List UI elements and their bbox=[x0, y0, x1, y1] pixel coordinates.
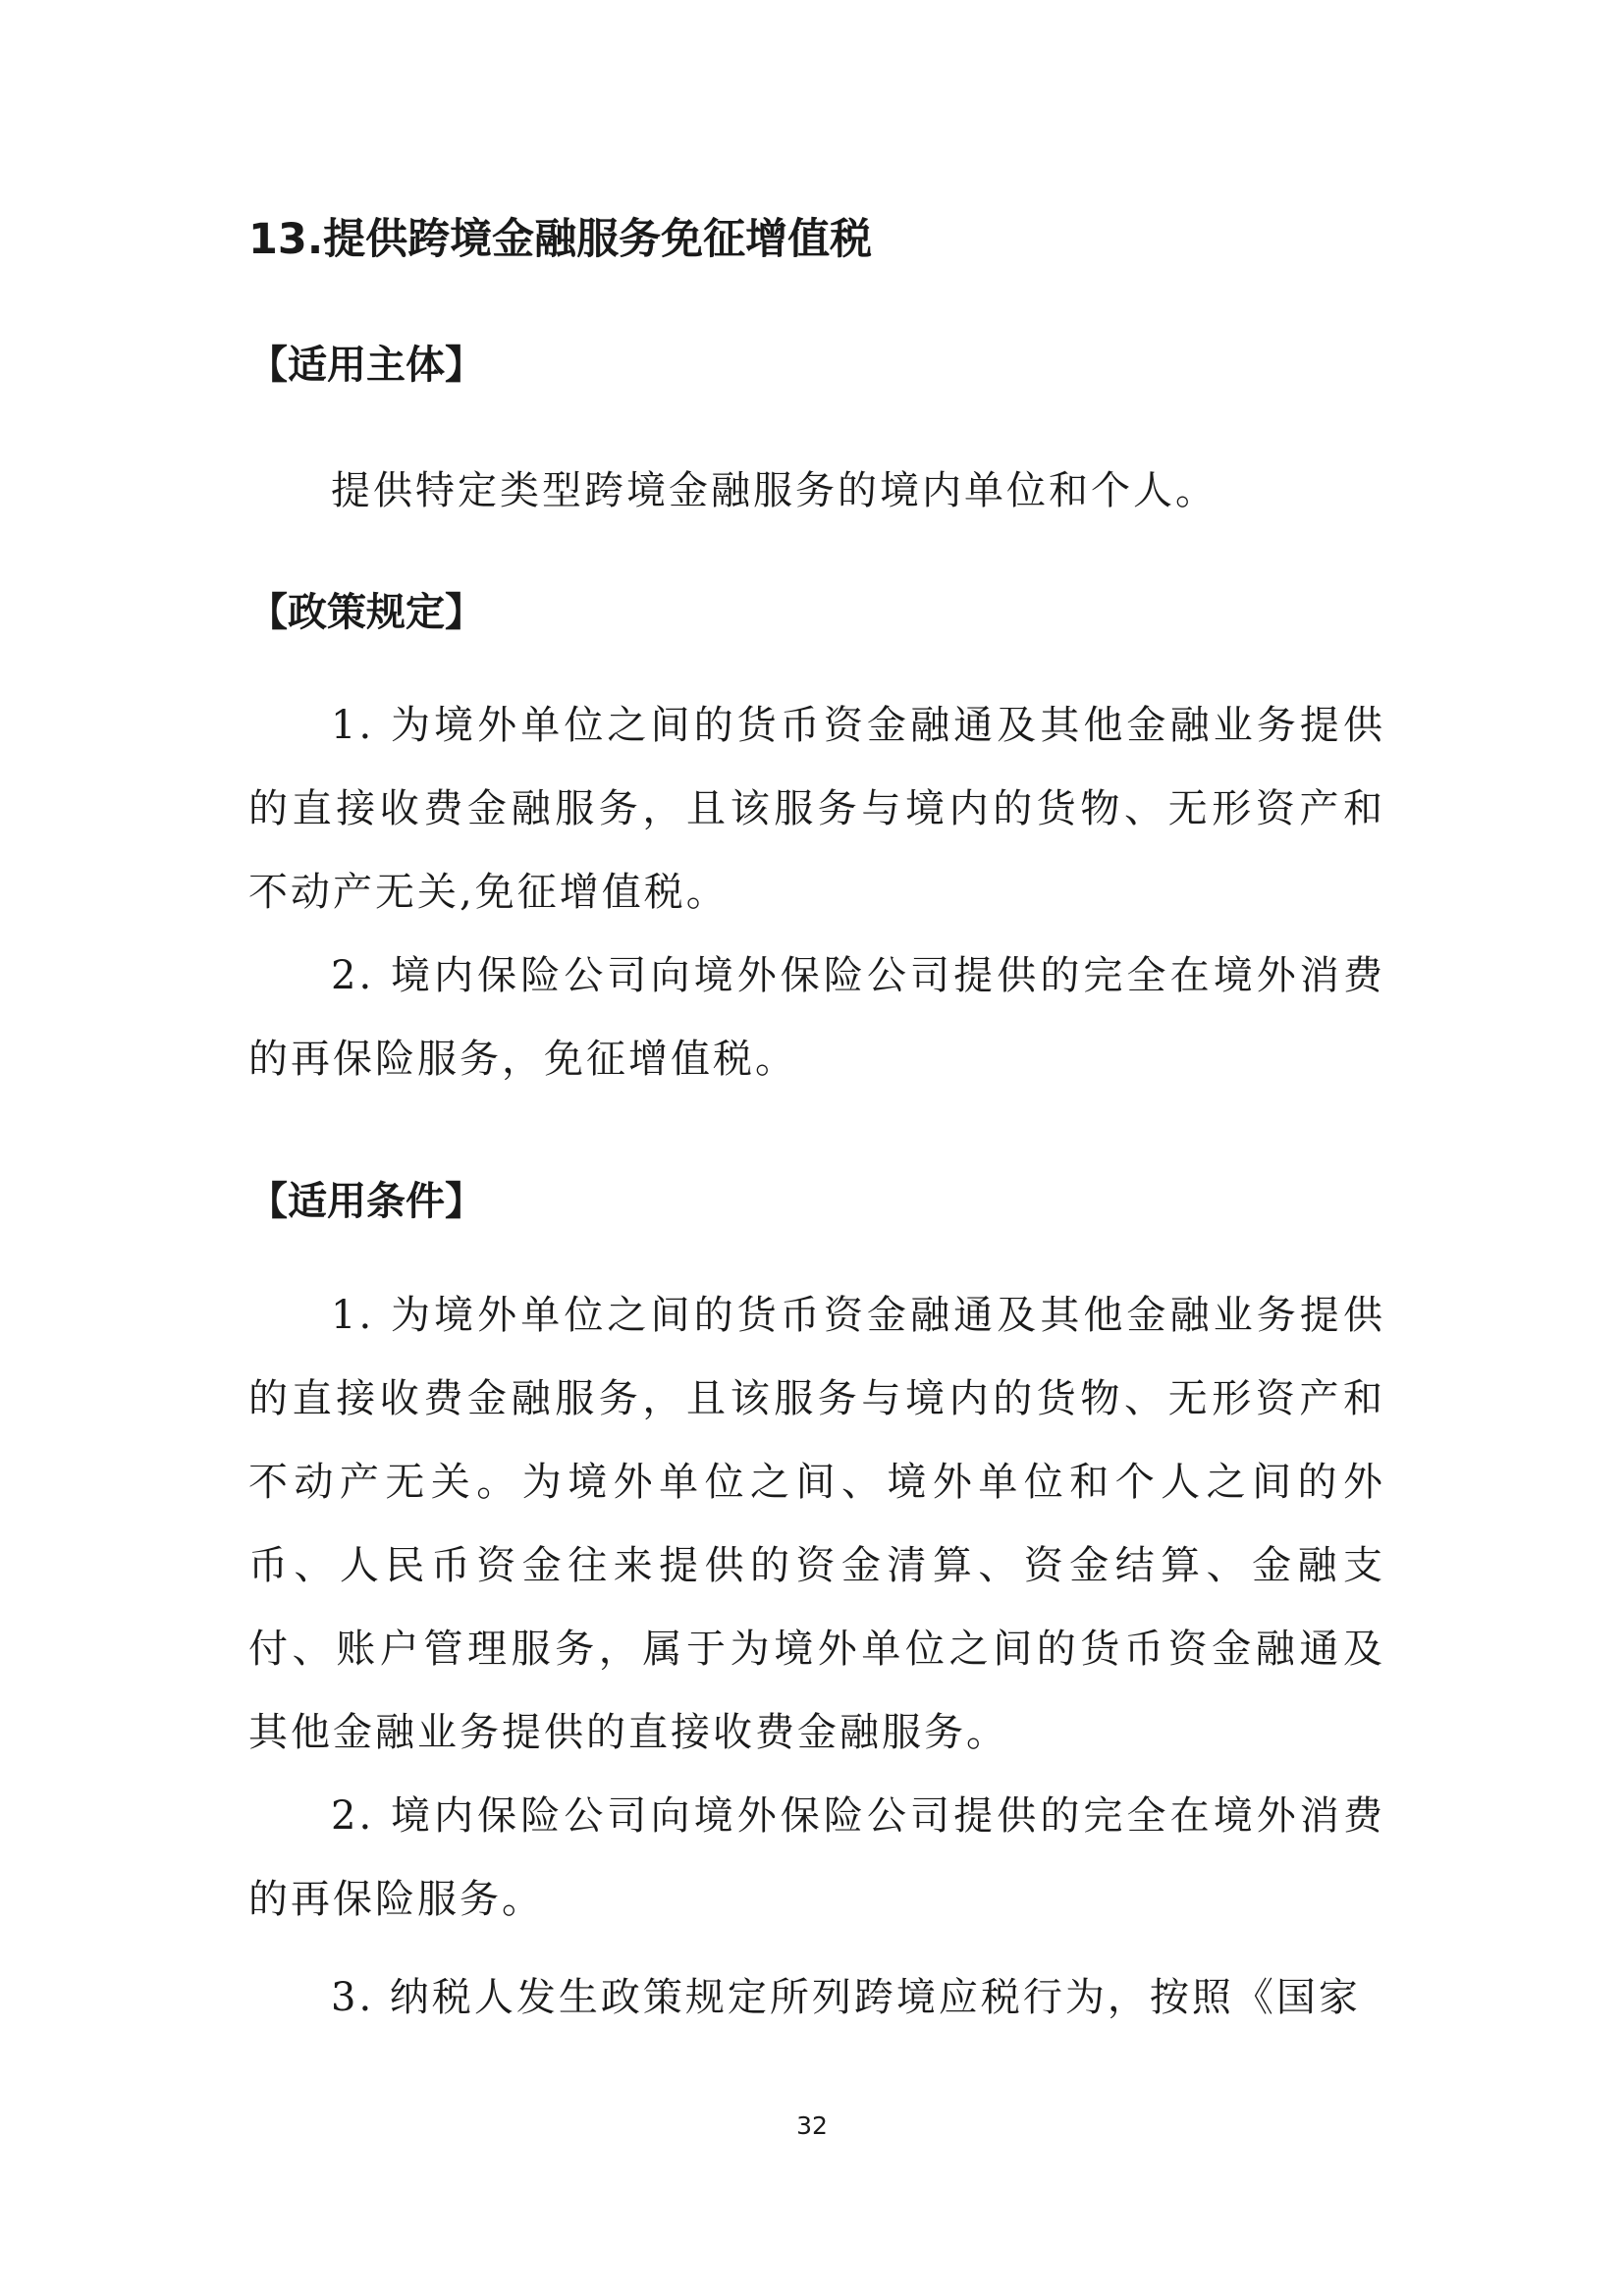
paragraph-condition-3: 3. 纳税人发生政策规定所列跨境应税行为，按照《国家 bbox=[331, 1975, 1361, 2020]
heading-applicable-conditions: 【适用条件】 bbox=[248, 1179, 484, 1224]
page-number: 32 bbox=[796, 2111, 828, 2140]
heading-policy-provisions: 【政策规定】 bbox=[248, 590, 484, 635]
section-title: 13.提供跨境金融服务免征增值税 bbox=[248, 215, 873, 264]
paragraph-condition-1: 1. 为境外单位之间的货币资金融通及其他金融业务提供的直接收费金融服务，且该服务与境内的货物、无形资产和不动产无关。为境外单位之间、境外单位和个人之间的外币、人民币资金往来提供的资金清算、资金结算、金融支付、账户管理服务，属于为境外单位之间的货币资金融通及其他金融业务提供的直接收费金融服务。 bbox=[248, 1293, 1385, 1755]
paragraph-applicable-subject: 提供特定类型跨境金融服务的境内单位和个人。 bbox=[331, 468, 1218, 513]
paragraph-policy-1: 1. 为境外单位之间的货币资金融通及其他金融业务提供的直接收费金融服务，且该服务与境内的货物、无形资产和不动产无关,免征增值税。 bbox=[248, 703, 1385, 915]
paragraph-policy-2: 2. 境内保险公司向境外保险公司提供的完全在境外消费的再保险服务，免征增值税。 bbox=[248, 953, 1385, 1082]
paragraph-condition-2: 2. 境内保险公司向境外保险公司提供的完全在境外消费的再保险服务。 bbox=[248, 1793, 1385, 1922]
heading-applicable-subject: 【适用主体】 bbox=[248, 343, 484, 388]
